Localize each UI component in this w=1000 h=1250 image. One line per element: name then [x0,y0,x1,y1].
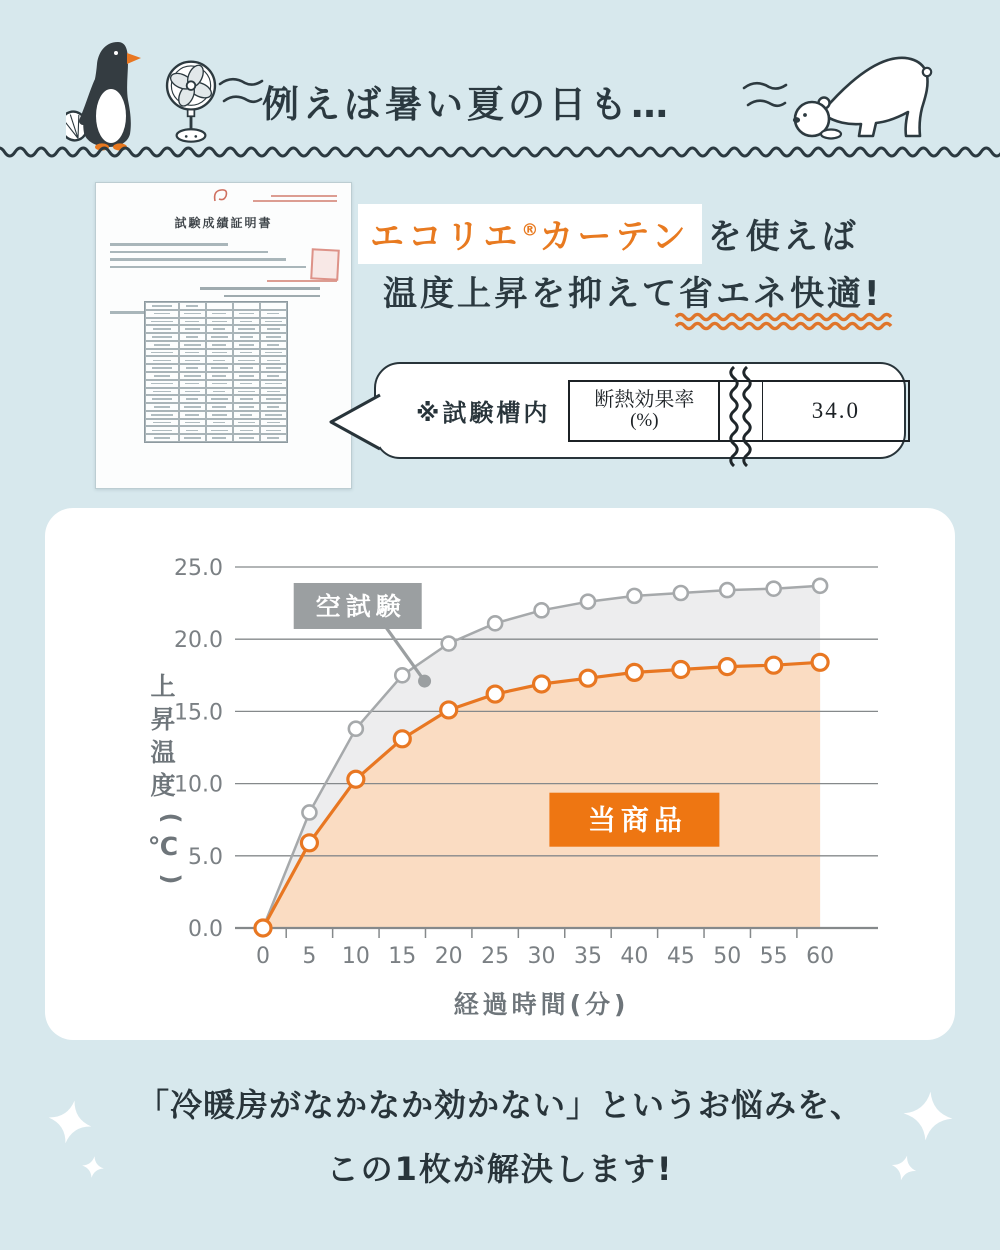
cert-table-cell [260,434,287,442]
cert-section-label [110,311,144,314]
cert-table-cell [179,388,206,396]
cert-table-cell [233,419,260,427]
data-point [720,583,734,597]
y-tick-label: 10.0 [174,772,223,798]
cert-table-cell [145,403,179,411]
y-tick-label: 5.0 [188,844,223,870]
cert-table-cell [145,333,179,341]
cert-table-cell [145,356,179,364]
cert-results-table [144,301,288,443]
cert-table-cell [145,411,179,419]
metric-value-cell: 34.0 [762,380,910,442]
cert-table-cell [260,341,287,349]
cert-table-cell [260,403,287,411]
electric-fan-icon [160,54,222,146]
cert-table-cell [233,364,260,372]
cert-text-line [110,243,228,246]
red-stamp [310,248,340,280]
cert-table-cell [260,325,287,333]
cert-table-cell [206,310,233,318]
cert-table-cell [206,349,233,357]
x-tick-label: 30 [527,944,556,969]
footer-line1: 「冷暖房がなかなか効かない」というお悩みを、 [136,1086,863,1124]
data-point [487,686,503,702]
cert-table-cell [206,364,233,372]
data-point [580,670,596,686]
cert-table-cell [145,349,179,357]
cert-table-cell [260,426,287,434]
chart-x-axis [256,929,834,1019]
cert-table-cell [233,380,260,388]
chart-areas [263,586,820,928]
data-point [255,920,271,936]
cert-table-cell [179,349,206,357]
tear-lines-icon [720,367,762,459]
cert-table-cell [179,333,206,341]
cert-table-cell [145,310,179,318]
cert-table-cell [145,341,179,349]
cert-table-cell [145,318,179,326]
staple-mark-icon [211,187,231,205]
cert-table-cell [206,341,233,349]
data-point [442,637,456,651]
penguin-icon [66,38,162,152]
cert-table-cell [206,372,233,380]
cert-table-cell [206,426,233,434]
cert-table-cell [145,419,179,427]
cert-table-cell [233,302,260,310]
x-tick-label: 15 [388,944,417,969]
test-certificate-document [95,182,352,489]
data-point [534,676,550,692]
cert-table-cell [233,388,260,396]
x-tick-label: 20 [434,944,463,969]
wavy-divider [0,140,1000,164]
cert-table-cell [206,380,233,388]
headline-after: を使えば [707,217,860,257]
cert-text-line [110,266,306,269]
cert-table-cell [179,310,206,318]
brand-name2: カーテン [539,217,690,257]
cert-table-cell [260,395,287,403]
cert-table-cell [206,356,233,364]
y-tick-label: 0.0 [188,917,223,942]
cert-table-cell [179,419,206,427]
headline-line2: 温度上昇を抑えて省エネ快適! [383,274,883,314]
cert-table-cell [145,395,179,403]
cert-table-cell [260,333,287,341]
cert-table-cell [145,372,179,380]
page-title: 例えば暑い夏の日も… [262,83,672,126]
cert-table-cell [206,325,233,333]
cert-table-cell [233,426,260,434]
data-point [581,595,595,609]
cert-table-cell [145,364,179,372]
cert-table-cell [145,325,179,333]
x-tick-label: 35 [573,944,602,969]
metric-unit: (%) [630,410,659,432]
x-tick-label: 45 [666,944,695,969]
cert-table-cell [145,434,179,442]
brand-highlight [358,204,702,264]
data-point [301,835,317,851]
footer-line2: この1枚が解決します! [326,1150,674,1188]
cert-table-cell [179,325,206,333]
x-tick-label: 10 [341,944,370,969]
svg-text:(: ( [157,812,185,824]
svg-text:度: 度 [150,771,176,800]
svg-text:昇: 昇 [150,705,176,734]
sparkle-icon [898,1086,957,1145]
cert-table-cell [233,318,260,326]
data-point [627,589,641,603]
series-area-1 [263,662,820,928]
svg-text:上: 上 [150,672,176,701]
cert-red-line [271,195,337,197]
cert-table-cell [179,411,206,419]
cert-table-cell [233,395,260,403]
data-point [441,702,457,718]
x-axis-title: 経過時間(分) [453,990,630,1019]
wavy-underline [676,311,888,335]
cert-table-cell [145,426,179,434]
data-point [719,659,735,675]
cert-table-cell [206,434,233,442]
metric-table [568,380,910,442]
svg-text:温: 温 [150,738,176,767]
x-tick-label: 5 [302,944,317,969]
cert-table-cell [260,302,287,310]
data-point [302,805,316,819]
cert-table-cell [206,419,233,427]
sparkle-icon [42,1094,99,1151]
cert-table-cell [179,434,206,442]
cert-table-cell [233,356,260,364]
cert-table-cell [145,388,179,396]
cert-table-cell [179,395,206,403]
annotation-label: 空試験 [315,591,406,621]
registered-mark: ® [521,220,540,241]
cert-table-cell [206,318,233,326]
cert-table-cell [260,318,287,326]
cert-table-cell [179,341,206,349]
cert-table-cell [233,349,260,357]
cert-table-cell [206,302,233,310]
cert-table-cell [260,388,287,396]
cert-table-cell [233,411,260,419]
y-tick-label: 20.0 [174,628,223,654]
data-point [812,654,828,670]
data-point [488,616,502,630]
data-point [349,722,363,736]
metric-label: 断熱効果率 [594,389,695,412]
svg-text:): ) [157,873,185,885]
cert-table-cell [179,403,206,411]
data-point [813,579,827,593]
data-point [767,582,781,596]
cert-title: 試験成績証明書 [174,216,273,230]
callout-note: ※試験槽内 [416,399,551,427]
data-point [535,603,549,617]
table-tear-gap [720,380,762,442]
cert-text-line [110,258,286,261]
cert-table-cell [233,403,260,411]
cert-table-cell [260,349,287,357]
cert-table-cell [145,380,179,388]
cert-table-cell [179,380,206,388]
data-point [673,662,689,678]
x-tick-label: 0 [256,944,270,969]
cert-table-cell [179,426,206,434]
cert-table-cell [206,333,233,341]
y-tick-label: 25.0 [174,556,223,581]
cert-table-cell [260,356,287,364]
chart-card [45,508,955,1040]
cert-table-cell [260,380,287,388]
cert-table-cell [179,356,206,364]
cert-table-cell [260,411,287,419]
data-point [766,657,782,673]
temperature-chart [45,508,955,1040]
y-tick-label: 15.0 [174,700,223,726]
cert-table-cell [206,395,233,403]
cert-table-cell [260,310,287,318]
cert-table-cell [260,364,287,372]
cert-table-cell [179,364,206,372]
cert-table-cell [179,318,206,326]
x-tick-label: 50 [713,944,742,969]
cert-table-cell [206,411,233,419]
cert-text-line [110,251,268,254]
data-point [394,731,410,747]
cert-table-cell [145,302,179,310]
annotation-label: 当商品 [587,803,687,837]
x-tick-label: 55 [759,944,788,969]
test-result-callout [374,362,906,459]
cert-table-cell [206,388,233,396]
cert-table-cell [179,372,206,380]
cert-table-cell [233,434,260,442]
cert-table-cell [233,341,260,349]
cert-table-cell [233,372,260,380]
cert-red-line [253,200,337,202]
data-point [348,771,364,787]
data-point [395,668,409,682]
cert-table-cell [233,325,260,333]
svg-text:℃: ℃ [147,832,179,861]
sparkle-icon [79,1153,106,1180]
cert-table-cell [260,419,287,427]
cert-table-cell [179,302,206,310]
cert-table-cell [206,403,233,411]
breeze-icon [218,76,264,110]
brand-name: エコリエ [370,217,522,257]
headline-line1 [358,204,860,264]
x-tick-label: 40 [620,944,649,969]
cert-table-cell [233,310,260,318]
polar-bear-icon [778,46,948,148]
cert-table-cell [233,333,260,341]
x-tick-label: 60 [806,944,835,969]
cert-table-cell [260,372,287,380]
data-point [674,586,688,600]
x-tick-label: 25 [481,944,510,969]
data-point [626,664,642,680]
metric-label-cell [568,380,720,442]
bubble-pointer [318,385,388,457]
